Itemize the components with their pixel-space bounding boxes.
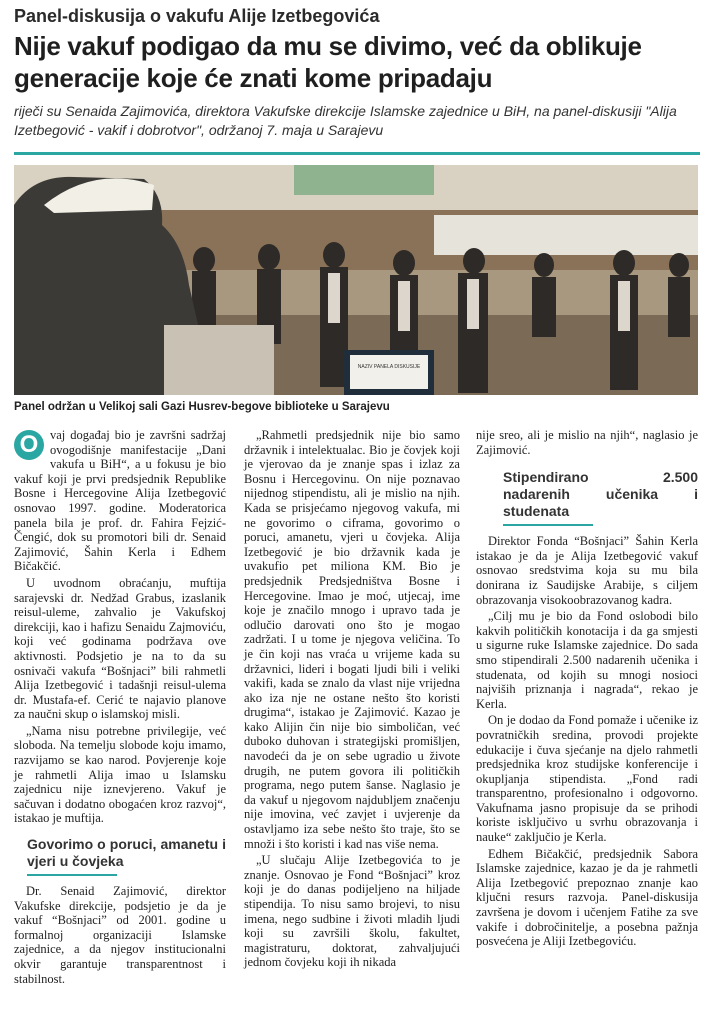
dropcap: O bbox=[14, 430, 44, 460]
paragraph: „Rahmetli predsjednik nije bio samo državnik i intelektualac. Bio je čovjek koji je vjerovao da je znanje spas i izlaz za Bosnu i Hercegovinu. On nije poznavao nijednog stipendistu, ali je mislio na njih. Kada se prisjećamo njegovog vakufa, mi ne govorimo o ciframa, govorimo o poruci, amanetu, vjeri u čovjeka. Alija Izetbegović je bio državnik kada je uvakufio pet miliona KM. Bio je predsjednik Predsjedništva Bosne i Hercegovine. Imao je moć, utjecaj, ime koje je značilo mnogo i upravo tada je odlučio darovati ono što je mogao zadržati. I u tome je njegova veličina. To je čin koji nas vraća u vrijeme kada su državnici, lideri i bogati ljudi bili i veliki vakifi, kada se znalo da vlast nije vrijedna ako iza nje ne ostane nešto što koristi drugima“, istakao je Zajimović. Kazao je kako Alijin čin nije bio simboličan, već duboko duhovan i strategijski promišljen, navodeći da je on sebe ugradio u živote drugih, ne putem govora ili političkih programa, nego putem šanse. Naglasio je da vakuf u njegovom najdubljem značenju nije imovina, već zavjet i uvjerenje da ostavljamo iza sebe nešto što traje, što se množi i što koristi i kad nas više nema. bbox=[244, 428, 460, 851]
subheading-text: Govorimo o poruci, amanetu i vjeri u čovjeka bbox=[27, 836, 226, 870]
event-photo bbox=[14, 165, 698, 395]
dek: riječi su Senaida Zajimovića, direktora Vakufske direkcije Islamske zajednice u BiH, na panel-diskusiji "Alija Izetbegović - vakif i dobrotvor", održanoj 7. maja u Sarajevu bbox=[14, 103, 677, 138]
divider bbox=[14, 152, 700, 155]
paragraph: „Cilj mu je bio da Fond oslobodi bilo kakvih političkih konotacija i da ga smjesti u sigurne ruke Islamske zajednice. Do sada smo stipendirali 2.500 nadarenih učenika i studenata, od kojih su mnogi nosioci najviših priznanja i nagrada“, rekao je Kerla. bbox=[476, 609, 698, 711]
subheading-underline bbox=[503, 524, 593, 526]
paragraph bbox=[14, 428, 226, 574]
paragraph-text: vaj događaj bio je završni sadržaj ovogodišnje manifestacije „Dani vakufa u BiH“, a u fokusu je bio vakuf koji je prvi predsjednik Republike Bosne i Hercegovine Alija Izetbegović osnovao 1997. godine. Moderatorica panela bila je prof. dr. Fahira Fejzić-Čengić, dok su promotori bili dr. Senaid Zajimović, Šahin Kerla i Edhem Bičakčić. bbox=[14, 428, 226, 574]
paragraph: „Nama nisu potrebne privilegije, već sloboda. Na temelju slobode koju imamo, razvijamo se kao narod. Povjerenje koje je rahmetli Alija imao u Islamsku zajednicu nije iznevjereno. Vakuf je sačuvan i dodatno obogaćen kroz razvoj“, istakao je muftija. bbox=[14, 723, 226, 826]
subheading-underline bbox=[27, 874, 117, 876]
subheading-text: Stipendirano 2.500 nadarenih učenika i studenata bbox=[503, 469, 698, 520]
column-1 bbox=[14, 428, 226, 988]
event-photo-illustration bbox=[14, 165, 698, 395]
photo-caption: Panel održan u Velikoj sali Gazi Husrev-begove biblioteke u Sarajevu bbox=[14, 401, 390, 413]
paragraph: Edhem Bičakčić, predsjednik Sabora Islamske zajednice, kazao je da je rahmetli Alija Izetbegović prepoznao znanje kao ključni resurs razvoja. Panel-diskusija završena je dovom i učenjem Fatihe za sve vakife i dobročinitelje, a posebna pažnja posvećena je Aliji Izetbegoviću. bbox=[476, 846, 698, 949]
paragraph: U uvodnom obraćanju, muftija sarajevski dr. Nedžad Grabus, izaslanik reisul-uleme, zahvalio je Vakufskoj direkciji, kao i hafizu Senaidu Zajmoviću, koji već godinama podržava ove aktivnosti. Podsjetio je na to da su osnivači vakufa “Bošnjaci” bili rahmetli Alija Izetbegović i tadašnji reisul-ulema dr. Mustafa-ef. Cerić te najavio planove za naučni skup o islamskoj misli. bbox=[14, 575, 226, 722]
paragraph: nije sreo, ali je mislio na njih“, naglasio je Zajimović. bbox=[476, 428, 698, 457]
paragraph: Direktor Fonda “Bošnjaci” Šahin Kerla istakao je da je Alija Izetbegović vakuf osnovao sredstvima koja su mu bila donirana iz Saudijske Arabije, s ciljem obrazovanja visokoobrazovanog kadra. bbox=[476, 534, 698, 607]
subheading bbox=[490, 469, 698, 526]
paragraph: On je dodao da Fond pomaže i učenike iz povratničkih sredina, provodi projekte edukacije i čuva sjećanje na djelo rahmetli predsjednika kroz studijske konferencije i okupljanja stipendista. „Fond radi transparentno, profesionalno i odgovorno. Vakufnama jasno propisuje da se prihodi koriste isključivo u svrhu obrazovanja i nauke“ zaključio je Kerla. bbox=[476, 713, 698, 845]
subheading bbox=[14, 836, 226, 876]
kicker: Panel-diskusija o vakufu Alije Izetbegovića bbox=[14, 6, 380, 26]
photo-sign-text: NAZIV PANELA DISKUSIJE bbox=[357, 364, 421, 370]
headline: Nije vakuf podigao da mu se divimo, već da oblikuje generacije koje će znati kome pripadaju bbox=[14, 31, 642, 93]
column-2 bbox=[244, 428, 460, 972]
paragraph: „U slučaju Alije Izetbegovića to je znanje. Osnovao je Fond “Bošnjaci” kroz koji je do danas podijeljeno na hiljade stipendija. To nisu samo brojevi, to nisu imena, nego sudbine i životi mladih ljudi koji su završili školu, fakultet, magistraturu, doktorat, zahvaljujući jednom čovjeku koji ih nikada bbox=[244, 853, 460, 970]
paragraph: Dr. Senaid Zajimović, direktor Vakufske direkcije, podsjetio je da je vakuf “Bošnjaci” od 2001. godine u formalnoj organizaciji Islamske zajednice, a da njegov institucionalni okvir garantuje transparentnost i stabilnost. bbox=[14, 884, 226, 986]
column-3 bbox=[476, 428, 698, 951]
